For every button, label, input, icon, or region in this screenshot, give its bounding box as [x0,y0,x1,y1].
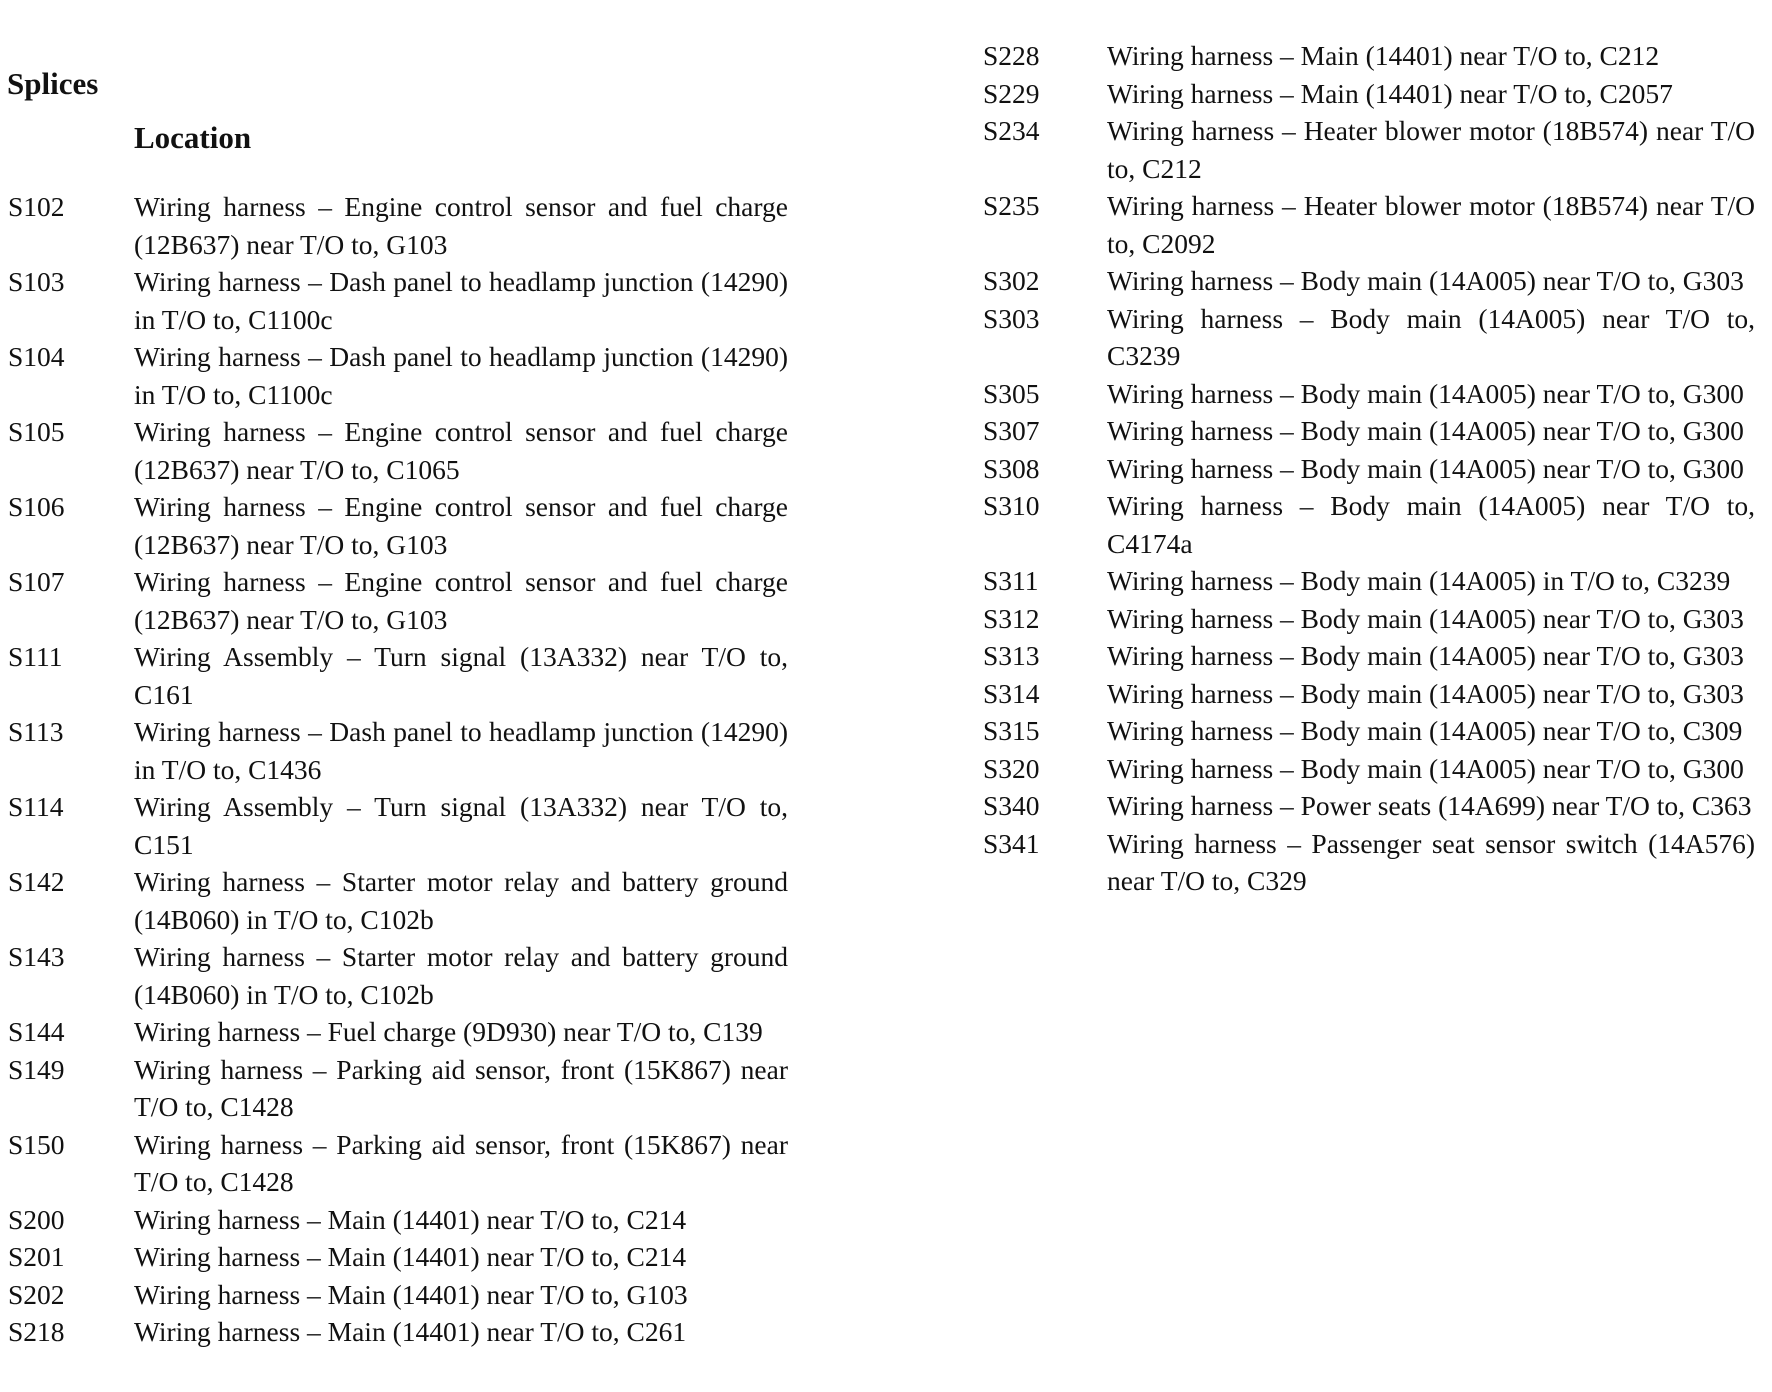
splice-location: Wiring harness – Body main (14A005) near T/O to, G303 [1107,677,1744,709]
splice-code: S144 [8,1016,65,1047]
splice-code: S228 [983,40,1040,71]
splice-location: Wiring harness – Main (14401) near T/O to, C2057 [1107,77,1673,109]
splice-entry [8,563,788,638]
splice-location: Wiring harness – Body main (14A005) near T/O to, G300 [1107,377,1744,409]
splice-entry [983,600,1755,638]
splice-code: S105 [8,416,65,447]
splice-code: S106 [8,491,65,522]
splice-entry [983,187,1755,262]
splice-entry [8,413,788,488]
splice-location: Wiring harness – Engine control sensor and fuel charge (12B637) near T/O to, C1065 [134,416,788,485]
splice-code: S302 [983,265,1040,296]
splice-location: Wiring harness – Heater blower motor (18B574) near T/O to, C212 [1107,115,1755,184]
splice-code: S315 [983,715,1040,746]
splice-entry [983,675,1755,713]
splice-entry [8,338,788,413]
splice-list-left [8,188,788,1351]
splice-code: S114 [8,791,64,822]
splice-location: Wiring harness – Passenger seat sensor switch (14A576) near T/O to, C329 [1107,827,1755,896]
splice-code: S107 [8,566,65,597]
location-column-header: Location [134,120,252,155]
splice-code: S142 [8,866,65,897]
splice-entry [8,1276,788,1314]
splice-location: Wiring harness – Body main (14A005) near T/O to, G303 [1107,602,1744,634]
splice-location: Wiring harness – Body main (14A005) near T/O to, G300 [1107,752,1744,784]
splice-code: S341 [983,827,1040,859]
splice-location: Wiring harness – Body main (14A005) in T/O to, C3239 [1107,565,1731,596]
splice-location: Wiring Assembly – Turn signal (13A332) near T/O to, C151 [134,791,788,860]
splice-code: S229 [983,77,1040,109]
splice-location: Wiring harness – Main (14401) near T/O to, G103 [134,1278,688,1310]
splice-code: S308 [983,452,1040,484]
splice-code: S313 [983,640,1040,671]
splice-location: Wiring harness – Engine control sensor and fuel charge (12B637) near T/O to, G103 [134,566,788,635]
splice-location: Wiring harness – Body main (14A005) near T/O to, G303 [1107,640,1744,671]
splice-code: S320 [983,752,1040,784]
splice-entry [983,750,1755,788]
splice-code: S201 [8,1241,65,1272]
splice-code: S307 [983,415,1040,446]
splice-code: S202 [8,1278,65,1310]
splice-location: Wiring harness – Body main (14A005) near T/O to, G303 [1107,265,1744,296]
splice-code: S310 [983,490,1040,521]
splice-location: Wiring harness – Dash panel to headlamp junction (14290) in T/O to, C1100c [134,266,788,335]
splice-location: Wiring harness – Dash panel to headlamp junction (14290) in T/O to, C1100c [134,341,788,410]
splice-entry [8,788,788,863]
splice-code: S149 [8,1053,65,1085]
splice-location: Wiring harness – Body main (14A005) near T/O to, C309 [1107,715,1743,746]
splice-entry [983,487,1755,562]
splice-code: S314 [983,677,1040,709]
splice-entry [983,412,1755,450]
splice-code: S111 [8,641,63,672]
splice-entry [8,1051,788,1126]
splice-entry [8,863,788,938]
splice-location: Wiring harness – Engine control sensor and fuel charge (12B637) near T/O to, G103 [134,491,788,560]
splice-location: Wiring harness – Main (14401) near T/O to, C212 [1107,40,1660,71]
splice-location: Wiring harness – Main (14401) near T/O to, C214 [134,1241,687,1272]
splice-location: Wiring harness – Dash panel to headlamp junction (14290) in T/O to, C1436 [134,716,788,785]
splice-entry [8,1238,788,1276]
splice-code: S143 [8,941,65,972]
splice-code: S150 [8,1128,65,1160]
splice-code: S312 [983,602,1040,634]
splice-location: Wiring harness – Heater blower motor (18B574) near T/O to, C2092 [1107,190,1755,259]
splice-entry [8,1313,788,1351]
splice-list-right [983,37,1755,900]
splice-code: S303 [983,302,1040,334]
splice-entry [983,75,1755,113]
splice-entry [983,450,1755,488]
splice-entry [983,262,1755,300]
splice-entry [8,1013,788,1051]
splice-code: S340 [983,790,1040,821]
splice-entry [8,713,788,788]
splice-entry [8,1126,788,1201]
splice-code: S102 [8,191,65,222]
splice-code: S103 [8,266,65,297]
splice-code: S235 [983,190,1040,221]
splice-location: Wiring harness – Parking aid sensor, front (15K867) near T/O to, C1428 [134,1128,788,1197]
splice-code: S218 [8,1316,65,1347]
splice-entry [983,637,1755,675]
splice-entry [983,300,1755,375]
splice-location: Wiring harness – Starter motor relay and battery ground (14B060) in T/O to, C102b [134,866,788,935]
splice-entry [983,375,1755,413]
splice-location: Wiring harness – Fuel charge (9D930) near T/O to, C139 [134,1016,763,1047]
splice-code: S234 [983,115,1040,146]
splice-location: Wiring harness – Engine control sensor and fuel charge (12B637) near T/O to, G103 [134,191,788,260]
splice-entry [8,1201,788,1239]
splice-location: Wiring harness – Main (14401) near T/O to, C214 [134,1203,687,1235]
splice-entry [983,112,1755,187]
splice-location: Wiring harness – Power seats (14A699) near T/O to, C363 [1107,790,1752,821]
splice-location: Wiring Assembly – Turn signal (13A332) near T/O to, C161 [134,641,788,710]
section-title: Splices [7,66,99,101]
splice-entry [983,712,1755,750]
splice-code: S113 [8,716,64,747]
splice-location: Wiring harness – Body main (14A005) near T/O to, G300 [1107,452,1744,484]
splice-location: Wiring harness – Parking aid sensor, front (15K867) near T/O to, C1428 [134,1053,788,1122]
splice-entry [8,938,788,1013]
splice-code: S311 [983,565,1039,596]
splice-entry [983,562,1755,600]
splice-code: S104 [8,341,65,372]
splice-entry [8,263,788,338]
splice-location: Wiring harness – Starter motor relay and battery ground (14B060) in T/O to, C102b [134,941,788,1010]
splice-code: S305 [983,377,1040,409]
splice-location: Wiring harness – Body main (14A005) near T/O to, G300 [1107,415,1744,446]
splice-location: Wiring harness – Main (14401) near T/O to, C261 [134,1316,687,1347]
splice-entry [983,787,1755,825]
splice-entry [8,188,788,263]
splice-entry [8,488,788,563]
splice-location: Wiring harness – Body main (14A005) near T/O to, C3239 [1107,302,1755,371]
splice-code: S200 [8,1203,65,1235]
splice-location: Wiring harness – Body main (14A005) near T/O to, C4174a [1107,490,1755,559]
splice-entry [983,37,1755,75]
splice-entry [983,825,1755,900]
splice-entry [8,638,788,713]
